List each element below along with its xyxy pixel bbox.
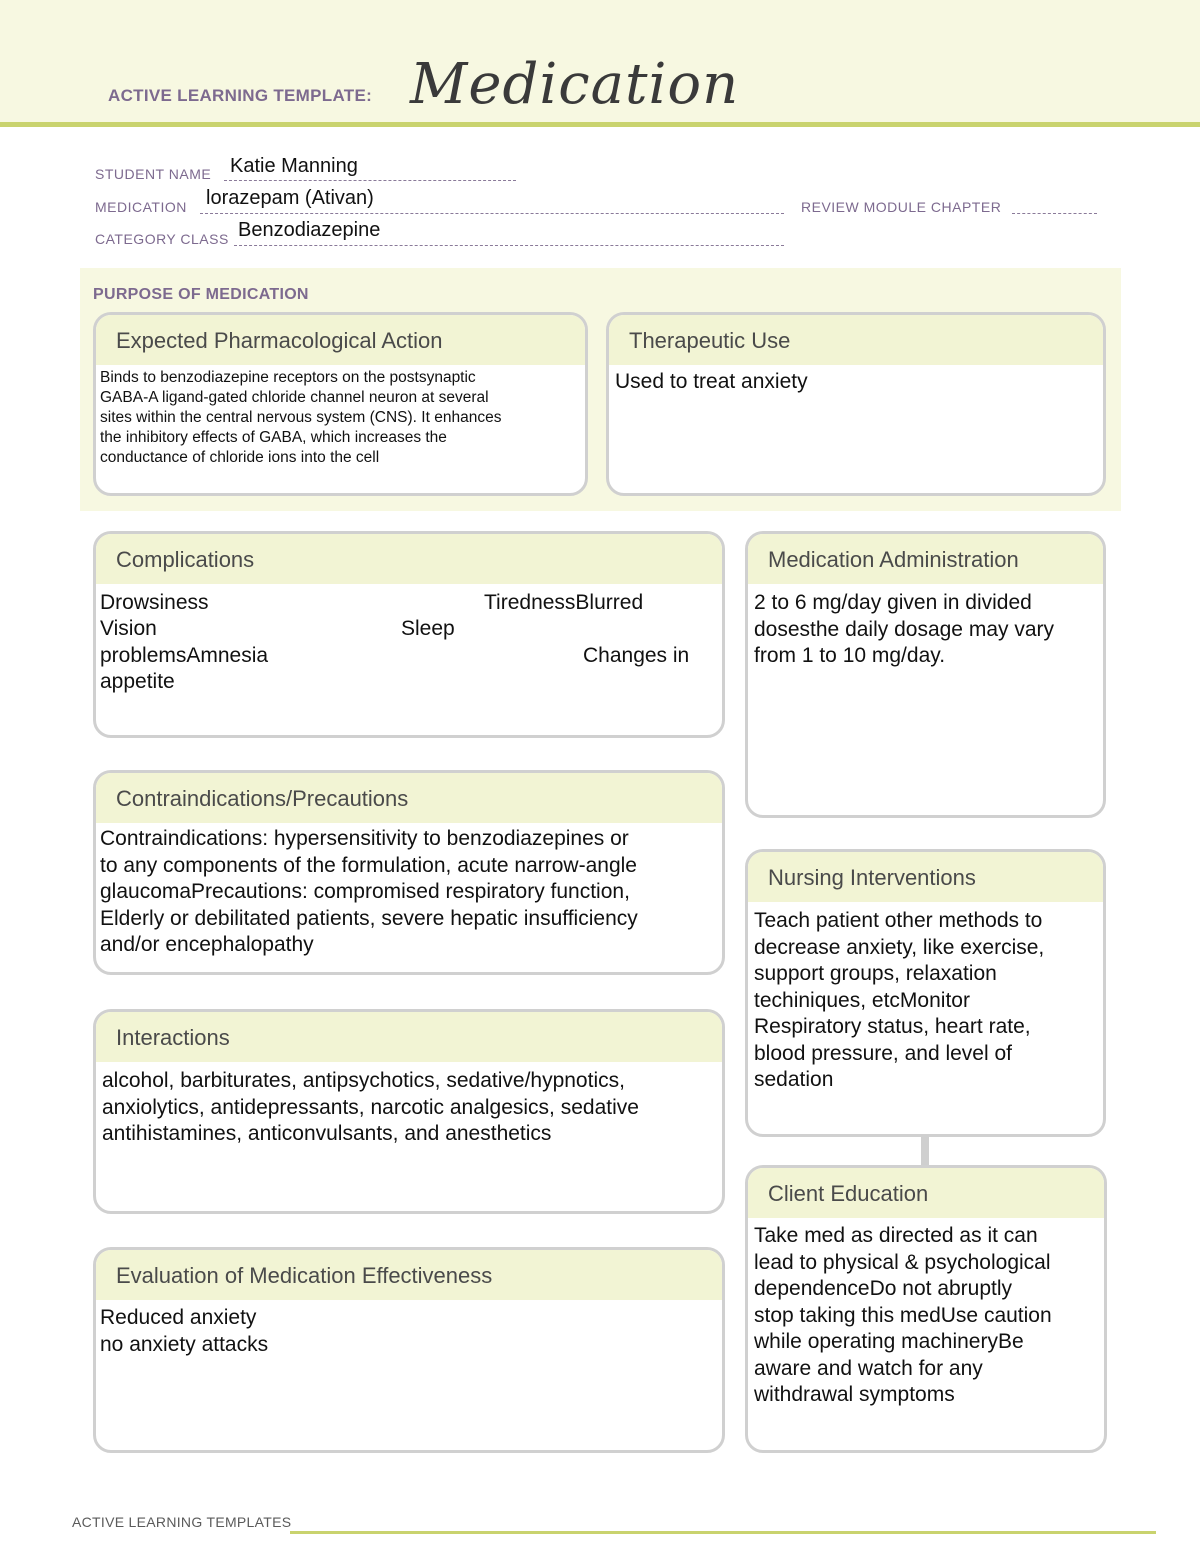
interactions-text[interactable] [96, 1062, 722, 1148]
student-name-label: STUDENT NAME [95, 166, 212, 182]
text-line: Elderly or debilitated patients, severe hepatic insufficiency [100, 906, 638, 930]
client-education-title: Client Education [748, 1168, 1104, 1218]
client-education-card [745, 1165, 1107, 1453]
complications-text[interactable] [96, 584, 722, 720]
text-line: sedation [754, 1068, 834, 1091]
evaluation-card [93, 1247, 725, 1453]
text-line: to any components of the formulation, acute narrow-angle [100, 853, 637, 877]
complications-card [93, 531, 725, 738]
text-line: alcohol, barbiturates, antipsychotics, sedative/hypnotics, [102, 1069, 625, 1092]
nursing-interventions-title: Nursing Interventions [748, 852, 1103, 902]
connector-bar [921, 1135, 929, 1167]
text-line: Take med as directed as it can [754, 1224, 1038, 1247]
purpose-label: PURPOSE OF MEDICATION [93, 286, 309, 303]
evaluation-title: Evaluation of Medication Effectiveness [96, 1250, 722, 1300]
text-line: support groups, relaxation [754, 962, 997, 985]
text-line: Sleep [401, 617, 455, 640]
nursing-interventions-text[interactable] [748, 902, 1103, 1094]
interactions-card [93, 1009, 725, 1214]
medication-administration-text[interactable] [748, 584, 1103, 670]
therapeutic-use-title: Therapeutic Use [609, 315, 1103, 365]
evaluation-text[interactable] [96, 1300, 722, 1358]
text-line: Drowsiness [100, 591, 209, 614]
contraindications-title: Contraindications/Precautions [96, 773, 722, 823]
category-class-label: CATEGORY CLASS [95, 231, 229, 247]
contraindications-text[interactable] [96, 823, 722, 959]
client-education-text[interactable] [748, 1218, 1104, 1409]
text-line: blood pressure, and level of [754, 1041, 1012, 1065]
category-class-line [234, 245, 784, 246]
review-module-field[interactable] [1012, 213, 1097, 214]
review-module-label: REVIEW MODULE CHAPTER [801, 199, 1002, 215]
text-line: no anxiety attacks [100, 1332, 269, 1356]
student-name-line [224, 180, 516, 181]
text-line: the inhibitory effects of GABA, which increases the [100, 429, 447, 446]
medication-field[interactable]: lorazepam (Ativan) [206, 187, 374, 209]
medication-label: MEDICATION [95, 199, 187, 215]
therapeutic-use-text[interactable]: Used to treat anxiety [615, 370, 808, 393]
text-line: stop taking this medUse caution [754, 1303, 1052, 1327]
therapeutic-use-card [606, 312, 1106, 496]
student-name-field[interactable]: Katie Manning [230, 155, 358, 177]
nursing-interventions-card [745, 849, 1106, 1137]
medication-administration-title: Medication Administration [748, 534, 1103, 584]
text-line: while operating machineryBe [754, 1330, 1024, 1353]
text-line: 2 to 6 mg/day given in divided [754, 591, 1032, 614]
text-line: TirednessBlurred [484, 591, 644, 614]
page-title: Medication [410, 52, 740, 117]
footer-rule [290, 1531, 1156, 1534]
text-line: dosesthe daily dosage may vary [754, 617, 1054, 641]
text-line: Reduced anxiety [100, 1306, 257, 1329]
text-line: anxiolytics, antidepressants, narcotic analgesics, sedative [102, 1095, 639, 1119]
expected-action-title: Expected Pharmacological Action [96, 315, 585, 365]
text-line: Vision [100, 617, 157, 640]
text-line: lead to physical & psychological [754, 1250, 1051, 1274]
text-line: Teach patient other methods to [754, 909, 1043, 932]
complications-title: Complications [96, 534, 722, 584]
text-line: GABA-A ligand-gated chloride channel neuron at several [100, 389, 489, 406]
text-line: techiniques, etcMonitor [754, 988, 970, 1012]
header-rule [0, 122, 1200, 127]
template-label: ACTIVE LEARNING TEMPLATE: [108, 86, 373, 105]
medication-line [200, 213, 784, 214]
text-line: dependenceDo not abruptly [754, 1277, 1013, 1300]
footer-label: ACTIVE LEARNING TEMPLATES [72, 1514, 292, 1530]
text-line: and/or encephalopathy [100, 933, 314, 956]
text-line: Respiratory status, heart rate, [754, 1015, 1031, 1038]
text-line: Binds to benzodiazepine receptors on the postsynaptic [100, 369, 476, 386]
text-line: glaucomaPrecautions: compromised respiratory function, [100, 880, 630, 903]
text-line: from 1 to 10 mg/day. [754, 644, 946, 667]
text-line: problemsAmnesia [100, 644, 269, 667]
contraindications-card [93, 770, 725, 975]
text-line: decrease anxiety, like exercise, [754, 935, 1045, 959]
text-line: Changes in [583, 644, 690, 667]
medication-administration-card [745, 531, 1106, 818]
expected-action-text[interactable] [96, 365, 585, 468]
text-line: withdrawal symptoms [754, 1383, 955, 1406]
text-line: aware and watch for any [754, 1356, 983, 1380]
expected-action-card [93, 312, 588, 496]
text-line: Contraindications: hypersensitivity to benzodiazepines or [100, 827, 629, 850]
category-class-field[interactable]: Benzodiazepine [238, 219, 381, 241]
interactions-title: Interactions [96, 1012, 722, 1062]
text-line: conductance of chloride ions into the cell [100, 449, 380, 466]
text-line: appetite [100, 670, 175, 693]
text-line: antihistamines, anticonvulsants, and anesthetics [102, 1122, 552, 1145]
text-line: sites within the central nervous system (CNS). It enhances [100, 409, 502, 426]
